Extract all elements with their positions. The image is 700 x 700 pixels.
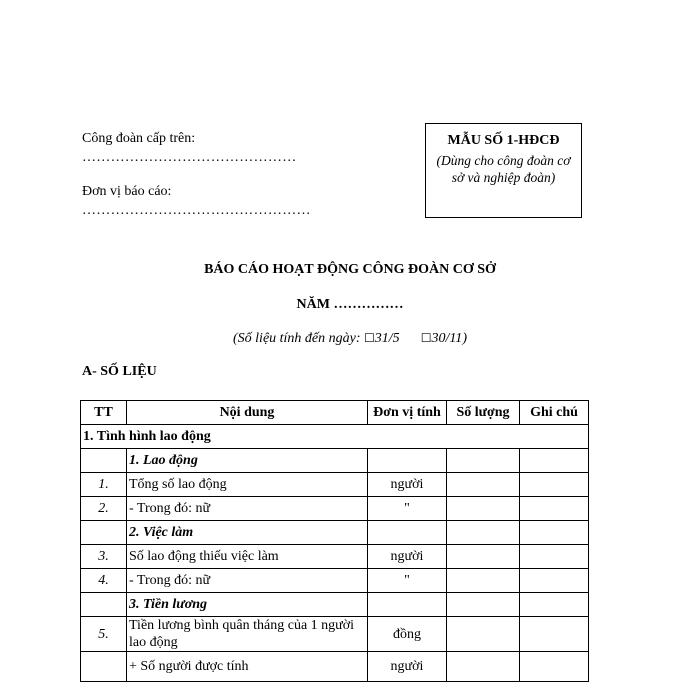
notes-cell[interactable] [520,569,589,593]
notes-cell[interactable] [520,617,589,652]
upper-union-label: Công đoàn cấp trên: [82,131,196,146]
quantity-cell[interactable] [447,545,520,569]
quantity-cell[interactable] [447,473,520,497]
form-usage-note: (Dùng cho công đoàn cơ sở và nghiệp đoàn) [436,153,571,185]
row-number: 3. [81,545,127,569]
row-unit: đồng [368,617,447,652]
upper-union-fill-line: ……………………………………… [82,150,297,165]
header-content: Nội dung [127,401,368,425]
reporting-unit-fill-line: ………………………………………… [82,203,311,218]
report-year: NĂM …………… [296,297,404,312]
table-subsection-row [81,593,589,617]
table-subsection-row [81,449,589,473]
notes-cell[interactable] [520,545,589,569]
section-labor-situation: 1. Tình hình lao động [81,425,589,449]
form-code-box [425,123,582,218]
row-content: Tiền lương bình quân tháng của 1 người lao động [127,617,368,652]
notes-cell[interactable] [520,652,589,682]
row-unit: người [368,545,447,569]
date-line-suffix: ) [462,331,467,346]
table-row [81,569,589,593]
checkbox-icon[interactable]: ☐ [364,331,375,345]
row-unit: người [368,473,447,497]
table-row [81,617,589,652]
row-unit: " [368,569,447,593]
row-number: 2. [81,497,127,521]
row-content: Số lao động thiếu việc làm [127,545,368,569]
date-option-30-11: 30/11 [431,331,463,346]
section-a-heading: A- SỐ LIỆU [82,364,157,379]
subsection-labor: 1. Lao động [127,449,368,473]
header-quantity: Số lượng [447,401,520,425]
table-row [81,497,589,521]
header-tt: TT [81,401,127,425]
row-unit: người [368,652,447,682]
notes-cell[interactable] [520,497,589,521]
date-line-prefix: (Số liệu tính đến ngày: [233,331,361,346]
document-title: BÁO CÁO HOẠT ĐỘNG CÔNG ĐOÀN CƠ SỞ [204,262,496,277]
form-code: MẪU SỐ 1-HĐCĐ [447,133,560,148]
header-notes: Ghi chú [520,401,589,425]
date-option-31-5: 31/5 [374,331,400,346]
table-subsection-row [81,521,589,545]
checkbox-icon[interactable]: ☐ [420,331,432,345]
quantity-cell[interactable] [447,569,520,593]
statistics-table [80,400,589,682]
reporting-unit-label: Đơn vị báo cáo: [82,184,172,199]
row-content: + Số người được tính [127,652,368,682]
row-number: 5. [81,617,127,652]
table-section-row [81,425,589,449]
table-header-row [81,401,589,425]
data-date-line [0,331,700,347]
table-row [81,545,589,569]
subsection-wages: 3. Tiền lương [127,593,368,617]
row-content: - Trong đó: nữ [127,497,368,521]
notes-cell[interactable] [520,473,589,497]
row-unit: " [368,497,447,521]
table-row [81,652,589,682]
row-number: 4. [81,569,127,593]
header-unit: Đơn vị tính [368,401,447,425]
table-row [81,473,589,497]
row-number [81,652,127,682]
quantity-cell[interactable] [447,497,520,521]
row-content: Tổng số lao động [127,473,368,497]
quantity-cell[interactable] [447,617,520,652]
row-content: - Trong đó: nữ [127,569,368,593]
row-number: 1. [81,473,127,497]
quantity-cell[interactable] [447,652,520,682]
subsection-employment: 2. Việc làm [127,521,368,545]
